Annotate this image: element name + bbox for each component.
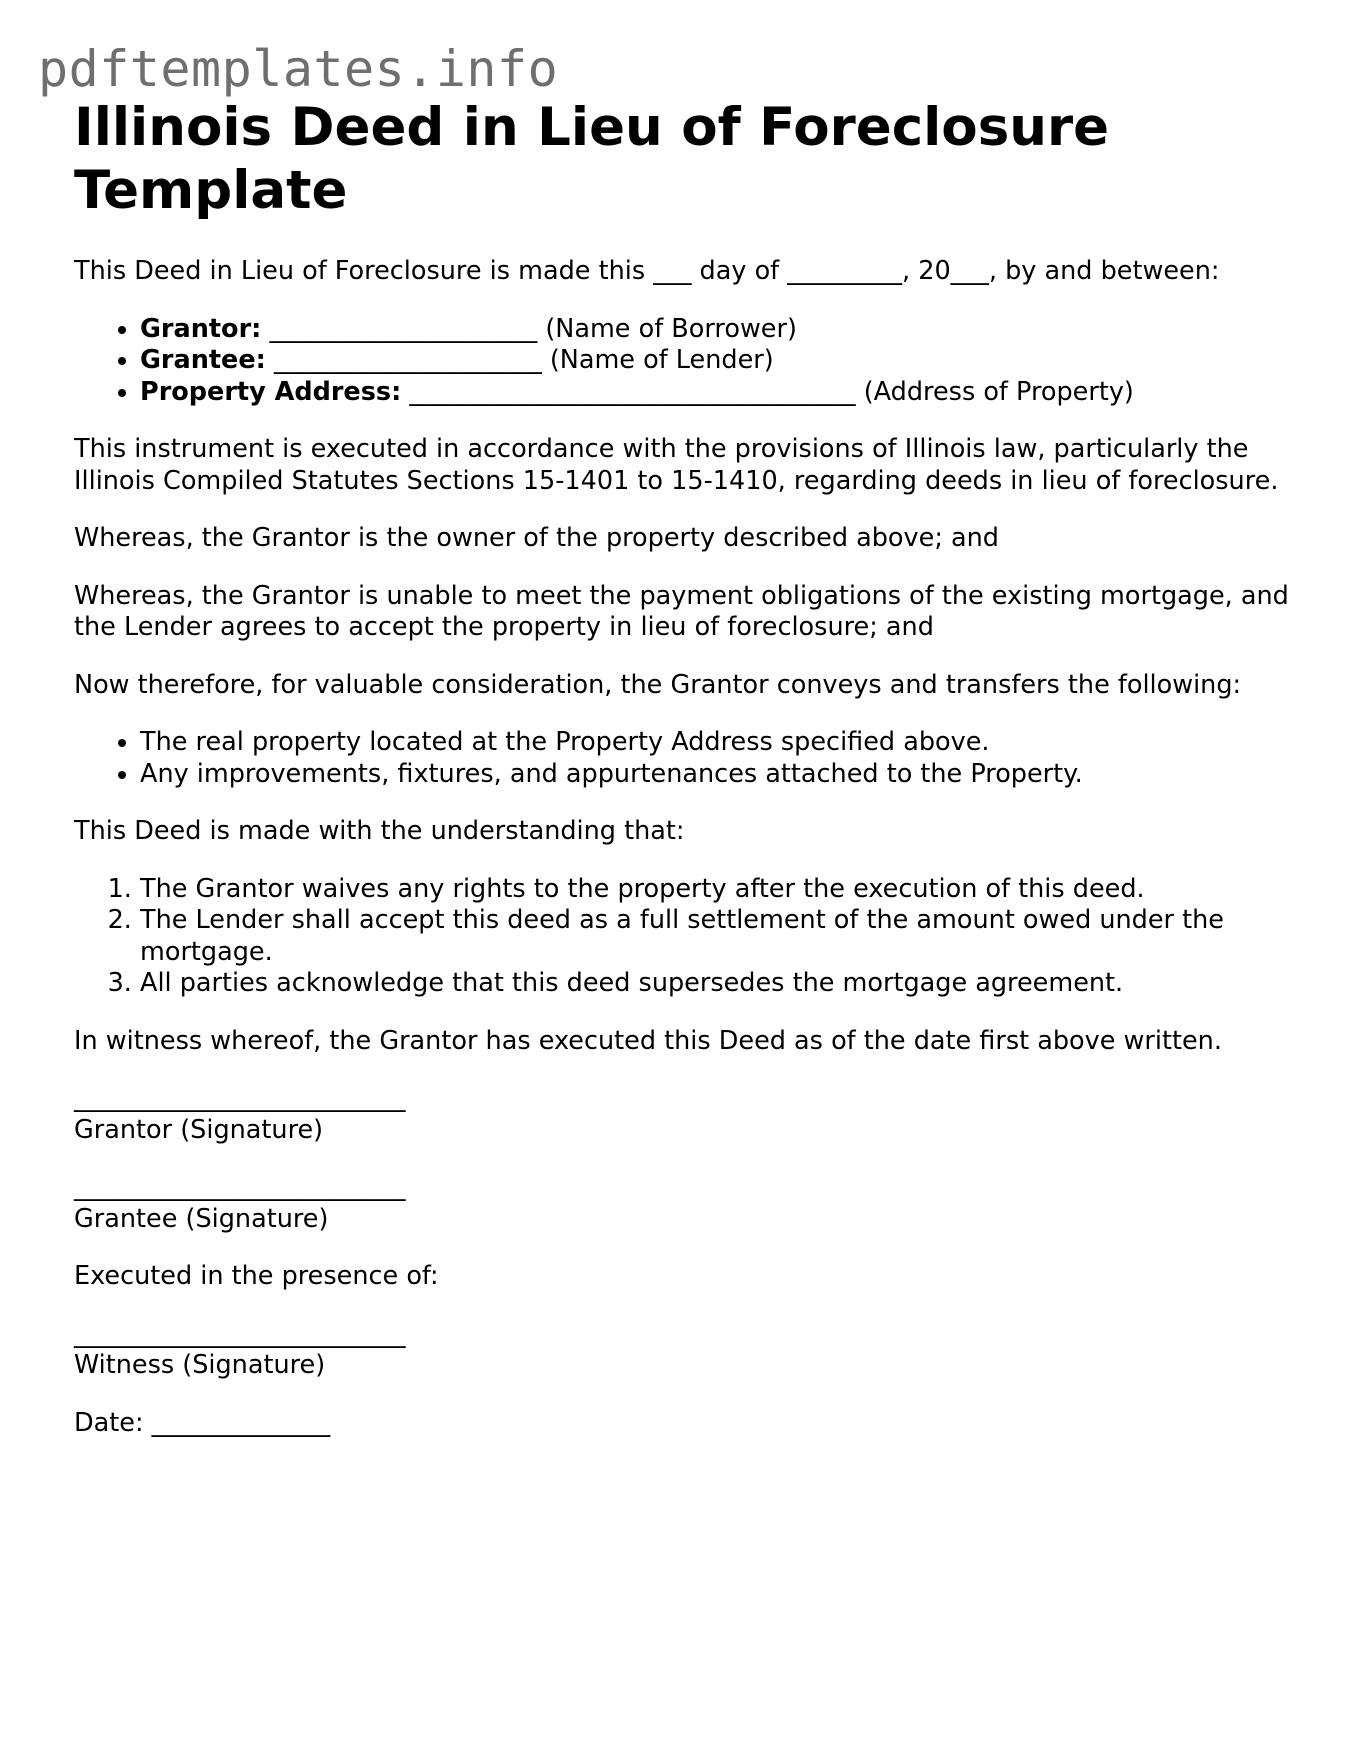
list-item: • The real property located at the Property Address specified above. [140,727,1294,759]
list-item: 2. The Lender shall accept this deed as a full settlement of the amount owed under the mortgage. [140,905,1294,968]
party-item-grantee [140,345,1294,377]
grantee-signature-block [74,1172,1294,1235]
signature-line: __________________________ [74,1318,406,1349]
grantor-signature-label: Grantor (Signature) [74,1114,324,1145]
party-label: Grantee: [140,345,266,375]
conveyed-items-list [74,727,1294,790]
list-item: • Any improvements, fixtures, and appurtenances attached to the Property. [140,759,1294,791]
grantor-signature-block [74,1083,1294,1146]
document-page [74,96,1294,1439]
witness-signature-block [74,1319,1294,1382]
party-value: ___________________________________ (Address of Property) [401,376,1134,407]
witness-clause: In witness whereof, the Grantor has executed this Deed as of the date first above written. [74,1025,1222,1056]
witness-signature-label: Witness (Signature) [74,1350,326,1380]
law-paragraph: This instrument is executed in accordance with the provisions of Illinois law, particularly the Illinois Compiled Statutes Sections 15-1401 to 15-1410, regarding deeds in lieu of foreclosure. [74,434,1279,496]
signature-line: __________________________ [74,1083,406,1113]
watermark: pdftemplates.info [38,40,559,98]
signature-line: __________________________ [74,1172,406,1202]
parties-list [74,314,1294,409]
party-label: Grantor: [140,313,262,344]
intro-paragraph: This Deed in Lieu of Foreclosure is made this ___ day of _________, 20___, by and between: [74,256,1220,286]
party-value: _____________________ (Name of Borrower) [261,313,797,344]
grantee-signature-label: Grantee (Signature) [74,1203,329,1234]
date-field: Date: ______________ [74,1407,331,1438]
understanding-intro: This Deed is made with the understanding that: [74,816,685,846]
list-item: 3. All parties acknowledge that this deed supersedes the mortgage agreement. [140,968,1294,1000]
understanding-list [74,874,1294,1000]
presence-text: Executed in the presence of: [74,1261,439,1291]
whereas-paragraph-2: Whereas, the Grantor is unable to meet the payment obligations of the existing mortgage, and the Lender agrees to accept the property in lieu of foreclosure; and [74,580,1289,642]
list-item: 1. The Grantor waives any rights to the property after the execution of this deed. [140,874,1294,906]
party-label: Property Address: [140,376,402,407]
party-value: _____________________ (Name of Lender) [265,345,774,375]
party-item-grantor [140,314,1294,346]
party-item-property-address [140,377,1294,409]
whereas-paragraph-1: Whereas, the Grantor is the owner of the property described above; and [74,523,999,553]
now-therefore-paragraph: Now therefore, for valuable consideration, the Grantor conveys and transfers the following: [74,669,1242,700]
document-title: Illinois Deed in Lieu of Foreclosure Template [74,97,1110,221]
